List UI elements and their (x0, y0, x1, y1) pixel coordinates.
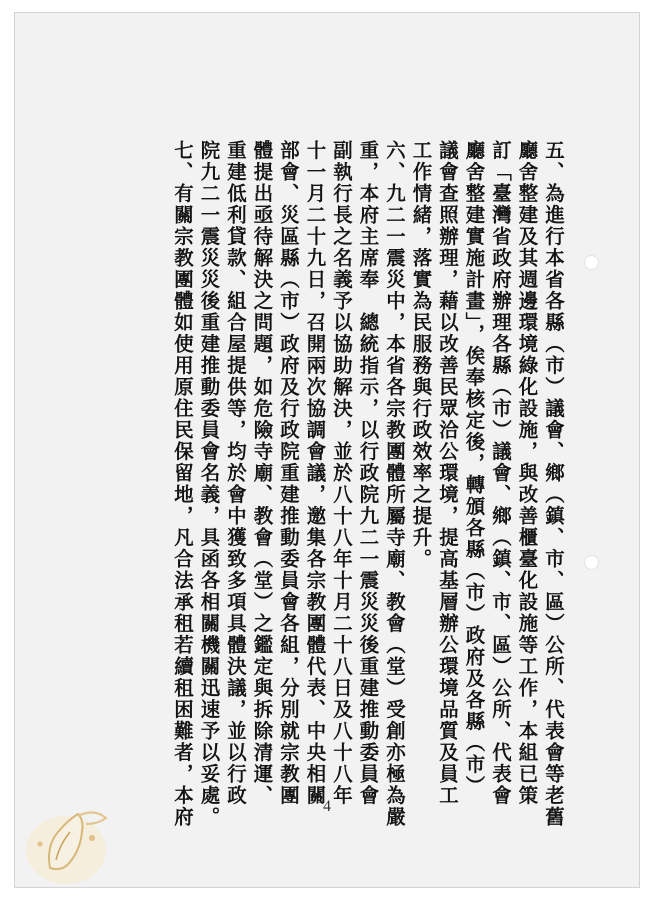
text-column: 十一月二十九日，召開兩次協調會議，邀集各宗教團體代表、中央相關 (303, 140, 327, 807)
taiwan-map-logo-icon (20, 798, 116, 890)
text-column: 廳舍整建實施計畫」，俟奉核定後，轉頒各縣（市）政府及各縣（市） (462, 140, 486, 797)
punch-hole-icon (584, 255, 599, 270)
punch-hole-icon (584, 555, 599, 570)
document-page (14, 12, 640, 888)
vertical-text-block (66, 140, 566, 828)
text-column: 部會、災區縣（市）政府及行政院重建推動委員會各組，分別就宗教團 (277, 140, 300, 807)
text-column: 訂「臺灣省政府辦理各縣（市）議會、鄉（鎮、市、區）公所、代表會 (489, 140, 512, 807)
text-column: 五、為進行本省各縣（市）議會、鄉（鎮、市、區）公所、代表會等老舊 (542, 140, 565, 828)
page-number: 4 (323, 798, 331, 815)
text-column: 重，本府主席奉 總統指示，以行政院九二一震災災後重建推動委員會 (356, 140, 380, 807)
text-column: 工作情緒，落實為民服務與行政效率之提升。 (409, 140, 433, 570)
text-column: 七、有關宗教團體如使用原住民保留地，凡合法承租若續租困難者，本府 (171, 140, 194, 828)
text-column: 院九二一震災災後重建推動委員會名義，具函各相關機關迅速予以妥處。 (197, 140, 221, 828)
text-column: 六、九二一震災中，本省各宗教團體所屬寺廟、教會（堂）受創亦極為嚴 (383, 140, 406, 828)
text-column: 重建低利貸款、組合屋提供等，均於會中獲致多項具體決議，並以行政 (224, 140, 247, 807)
text-column: 廳舍整建及其週邊環境綠化設施，與改善櫃臺化設施等工作，本組已策 (515, 140, 539, 807)
text-column: 議會查照辦理，藉以改善民眾洽公環境，提高基層辦公環境品質及員工 (436, 140, 459, 807)
text-column: 副執行長之名義予以協助解決，並於八十八年十月二十八日及八十八年 (330, 140, 353, 807)
text-column: 體提出亟待解決之問題，如危險寺廟、教會（堂）之鑑定與拆除清運、 (250, 140, 274, 807)
